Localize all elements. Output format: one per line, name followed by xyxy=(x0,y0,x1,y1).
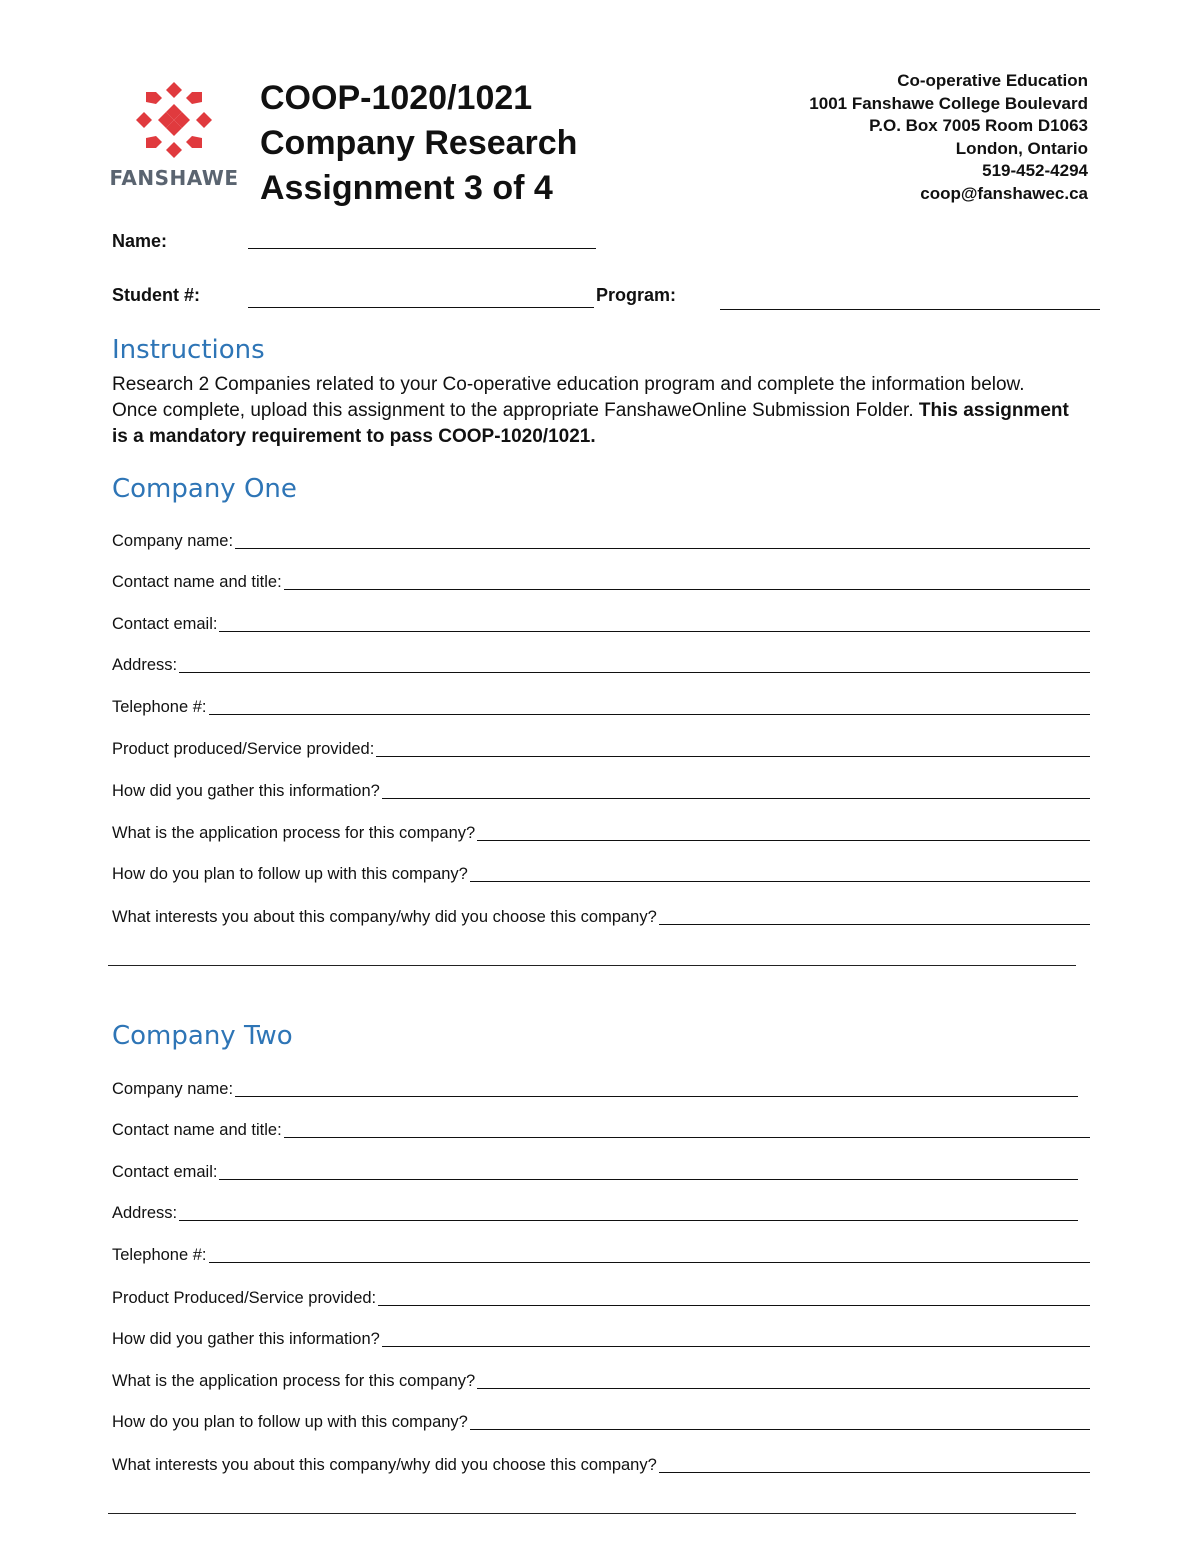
c1-contact-name-line[interactable] xyxy=(284,588,1090,590)
student-number-label: Student #: xyxy=(112,285,200,305)
c1-company-name-line[interactable] xyxy=(235,547,1090,549)
c1-product-label: Product produced/Service provided: xyxy=(112,740,375,758)
name-field[interactable] xyxy=(248,248,596,249)
page-title xyxy=(260,76,577,211)
c1-application-process-field[interactable] xyxy=(112,819,1090,845)
c2-contact-email-line[interactable] xyxy=(219,1178,1078,1180)
contact-block xyxy=(809,70,1088,206)
contact-city: London, Ontario xyxy=(955,138,1088,158)
c1-telephone-line[interactable] xyxy=(209,713,1091,715)
c2-answer-line[interactable] xyxy=(108,1513,1076,1514)
c1-telephone-field[interactable] xyxy=(112,693,1090,719)
c2-company-name-line[interactable] xyxy=(235,1095,1078,1097)
company-two-heading: Company Two xyxy=(112,1021,293,1051)
c1-interests-field[interactable] xyxy=(112,903,1090,929)
c1-company-name-label: Company name: xyxy=(112,532,234,550)
c2-address-line[interactable] xyxy=(179,1219,1078,1221)
name-label: Name: xyxy=(112,231,168,251)
c2-contact-name-line[interactable] xyxy=(284,1136,1090,1138)
c2-company-name-label: Company name: xyxy=(112,1080,234,1098)
c1-product-field[interactable] xyxy=(112,735,1090,761)
c2-contact-email-label: Contact email: xyxy=(112,1163,218,1181)
contact-street: 1001 Fanshawe College Boulevard xyxy=(809,93,1088,113)
c1-company-name-field[interactable] xyxy=(112,527,1090,553)
c2-follow-up-field[interactable] xyxy=(112,1408,1090,1434)
c2-telephone-label: Telephone #: xyxy=(112,1246,207,1264)
c1-answer-line[interactable] xyxy=(108,965,1076,966)
c2-follow-up-line[interactable] xyxy=(470,1428,1090,1430)
c2-address-field[interactable] xyxy=(112,1199,1078,1225)
c1-follow-up-field[interactable] xyxy=(112,860,1090,886)
c1-gather-info-label: How did you gather this information? xyxy=(112,782,380,800)
c1-address-label: Address: xyxy=(112,656,178,674)
c1-interests-line[interactable] xyxy=(659,923,1090,925)
title-line-assignment: Assignment 3 of 4 xyxy=(260,169,553,207)
c2-gather-info-label: How did you gather this information? xyxy=(112,1330,380,1348)
c2-application-process-label: What is the application process for this company? xyxy=(112,1372,476,1390)
title-line-course: COOP-1020/1021 xyxy=(260,79,533,117)
c1-application-process-line[interactable] xyxy=(477,839,1090,841)
c2-application-process-line[interactable] xyxy=(477,1387,1090,1389)
c1-application-process-label: What is the application process for this company? xyxy=(112,824,476,842)
contact-po-box: P.O. Box 7005 Room D1063 xyxy=(869,116,1088,136)
program-field[interactable] xyxy=(720,309,1100,310)
c2-application-process-field[interactable] xyxy=(112,1367,1090,1393)
c2-company-name-field[interactable] xyxy=(112,1075,1078,1101)
c1-gather-info-field[interactable] xyxy=(112,777,1090,803)
company-one-heading: Company One xyxy=(112,474,297,504)
c1-contact-email-label: Contact email: xyxy=(112,615,218,633)
instructions-text: Research 2 Companies related to your Co-operative education program and complete the information below. Once complete, upload this assignment to the appropriate FanshaweOnline Submission Folder. xyxy=(112,374,1025,421)
c2-gather-info-line[interactable] xyxy=(382,1345,1090,1347)
instructions-heading: Instructions xyxy=(112,335,265,365)
c2-product-label: Product Produced/Service provided: xyxy=(112,1289,377,1307)
c1-gather-info-line[interactable] xyxy=(382,797,1090,799)
c1-follow-up-line[interactable] xyxy=(470,880,1090,882)
c2-interests-line[interactable] xyxy=(659,1471,1090,1473)
c1-interests-label: What interests you about this company/why did you choose this company? xyxy=(112,908,657,926)
c1-address-field[interactable] xyxy=(112,651,1090,677)
c2-contact-name-label: Contact name and title: xyxy=(112,1121,282,1139)
fanshawe-emblem-icon xyxy=(132,78,216,162)
c1-contact-email-line[interactable] xyxy=(219,630,1090,632)
c1-telephone-label: Telephone #: xyxy=(112,698,207,716)
c1-contact-name-field[interactable] xyxy=(112,568,1090,594)
c1-contact-name-label: Contact name and title: xyxy=(112,573,282,591)
c2-follow-up-label: How do you plan to follow up with this company? xyxy=(112,1413,468,1431)
c2-gather-info-field[interactable] xyxy=(112,1325,1090,1351)
c1-follow-up-label: How do you plan to follow up with this company? xyxy=(112,865,468,883)
instructions-requirement: This assignment is a mandatory requirement to pass COOP-1020/1021. xyxy=(112,400,1069,447)
contact-phone: 519-452-4294 xyxy=(982,161,1088,181)
contact-department: Co-operative Education xyxy=(897,71,1088,90)
c1-address-line[interactable] xyxy=(179,671,1090,673)
c1-product-line[interactable] xyxy=(376,755,1090,757)
program-label: Program: xyxy=(596,285,677,305)
c2-product-line[interactable] xyxy=(378,1304,1090,1306)
c2-interests-field[interactable] xyxy=(112,1451,1090,1477)
c2-interests-label: What interests you about this company/why did you choose this company? xyxy=(112,1456,657,1474)
contact-email: coop@fanshawec.ca xyxy=(920,183,1088,203)
c2-address-label: Address: xyxy=(112,1204,178,1222)
student-number-field[interactable] xyxy=(248,307,594,308)
title-line-topic: Company Research xyxy=(260,124,578,162)
fanshawe-logo xyxy=(108,78,240,190)
c2-contact-email-field[interactable] xyxy=(112,1158,1078,1184)
c2-contact-name-field[interactable] xyxy=(112,1116,1090,1142)
logo-wordmark: FANSHAWE xyxy=(109,166,239,190)
instructions-body xyxy=(112,372,1072,450)
c2-product-field[interactable] xyxy=(112,1284,1090,1310)
c1-contact-email-field[interactable] xyxy=(112,610,1090,636)
c2-telephone-field[interactable] xyxy=(112,1241,1090,1267)
c2-telephone-line[interactable] xyxy=(209,1261,1091,1263)
